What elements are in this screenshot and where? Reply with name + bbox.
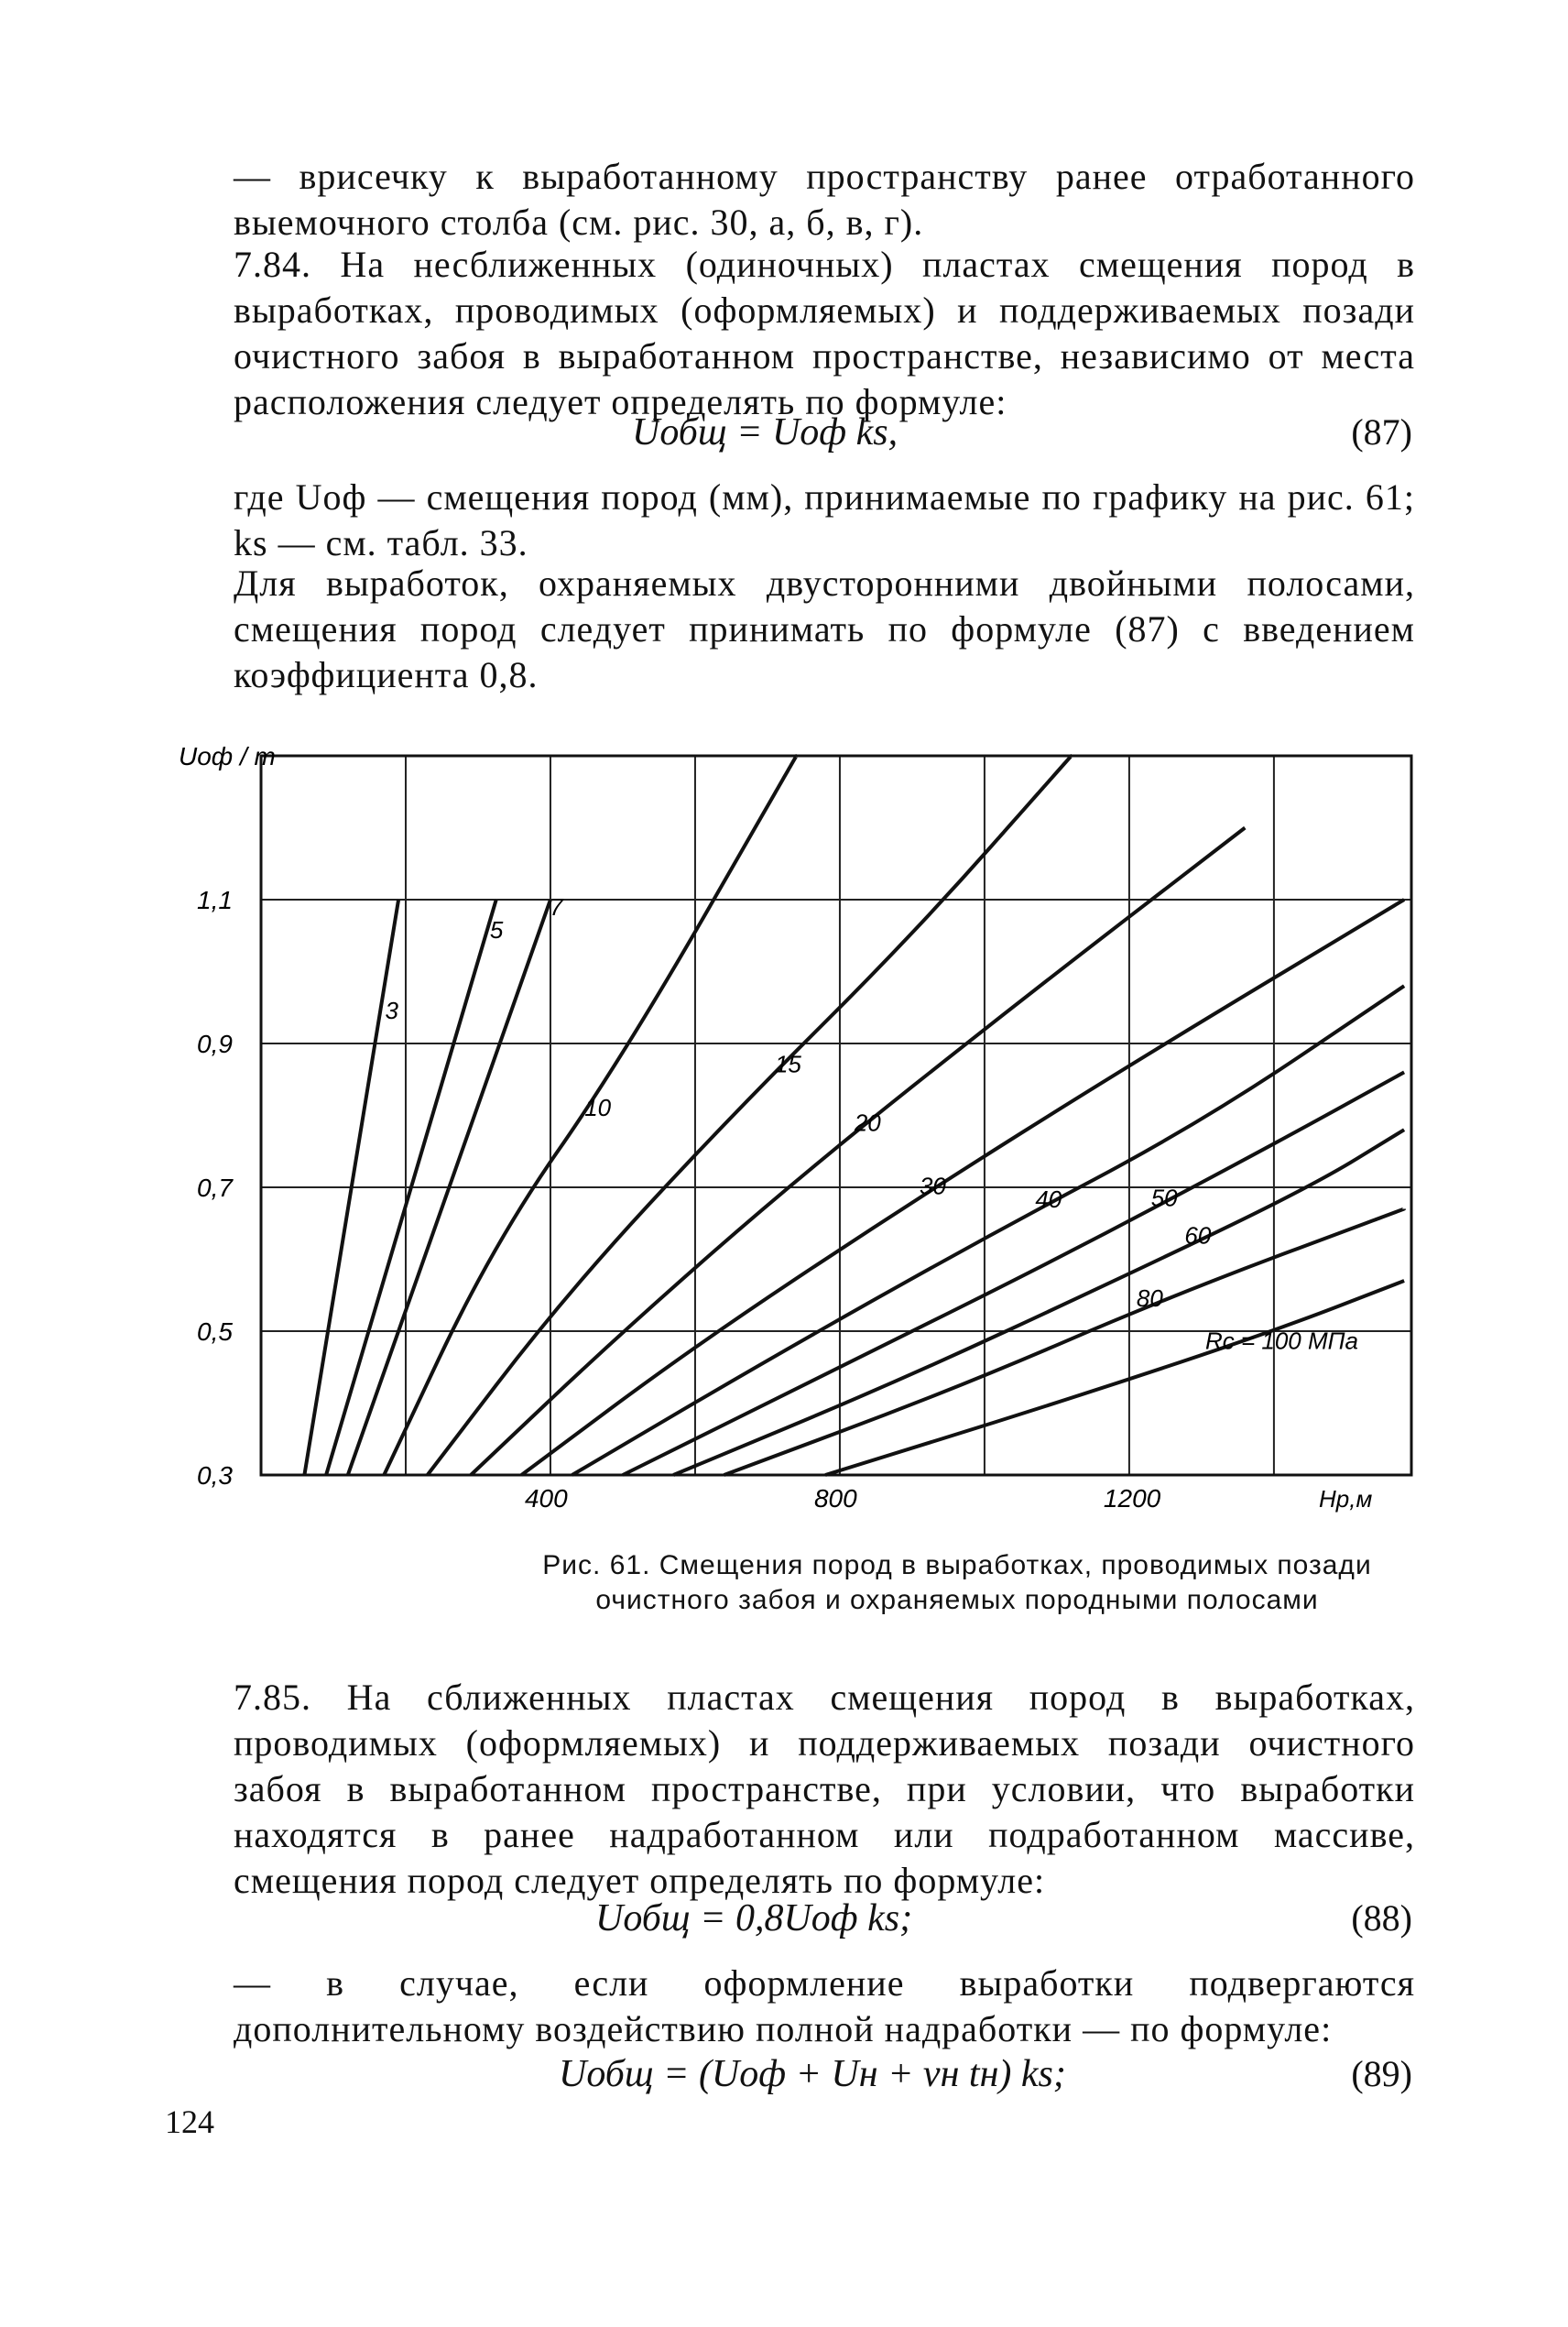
figure-caption: Рис. 61. Смещения пород в выработках, проводимых позади очистного забоя и охраняемых породными полосами [542, 1550, 1372, 1615]
y-tick-label: 1,1 [197, 886, 233, 914]
curve-label: 30 [919, 1172, 946, 1200]
formula-87: Uобщ = Uоф ks, [632, 411, 898, 453]
paragraph-2: 7.84. На несближенных (одиночных) пластах смещения пород в выработках, проводимых (оформляемых) и поддерживаемых позади очистного забоя в выработанном пространстве, независимо от места расположения следует определять по формуле: [234, 244, 1415, 422]
x-axis-label: Hр,м [1319, 1485, 1373, 1513]
page-number: 124 [165, 2103, 214, 2140]
curve-label: 40 [1035, 1185, 1062, 1213]
paragraph-4: Для выработок, охраняемых двусторонними двойными полосами, смещения пород следует принимать по формуле (87) с введением коэффициента 0,8. [234, 563, 1415, 695]
paragraph-5: 7.85. На сближенных пластах смещения пород в выработках, проводимых (оформляемых) и поддерживаемых позади очистного забоя в выработанном пространстве, при условии, что выработки находятся в ранее надработанном или подработанном массиве, смещения пород следует определять по формуле: [234, 1677, 1415, 1901]
y-tick-label: 0,5 [197, 1317, 233, 1346]
curve-label: 80 [1136, 1284, 1163, 1313]
formula-87-number: (87) [1351, 411, 1412, 453]
curve-rc-15 [428, 756, 1072, 1475]
formula-88: Uобщ = 0,8Uоф ks; [595, 1897, 913, 1939]
curve-label: Rc = 100 МПа [1204, 1327, 1358, 1355]
y-tick-label: 0,7 [197, 1174, 233, 1202]
curve-label: 7 [550, 893, 563, 922]
curve-label: 20 [854, 1109, 881, 1137]
x-tick-label: 1200 [1103, 1484, 1161, 1513]
curve-rc-100 [825, 1281, 1404, 1475]
y-axis-label-top: Uоф / m [179, 742, 276, 770]
curve-label: 5 [489, 916, 504, 945]
curve-label: 15 [774, 1050, 801, 1078]
curve-label: 10 [584, 1094, 612, 1122]
x-tick-label: 400 [524, 1484, 568, 1513]
curve-label: 60 [1184, 1221, 1212, 1250]
curve-label: 3 [385, 997, 398, 1025]
chart-curve-labels [385, 893, 1357, 1354]
chart-y-axis-labels [197, 886, 234, 1490]
y-tick-label: 0,3 [197, 1461, 233, 1490]
paragraph-3: где Uоф — смещения пород (мм), принимаемые по графику на рис. 61; ks — см. табл. 33. [234, 476, 1415, 563]
curve-label: 50 [1150, 1184, 1178, 1212]
paragraph-1: — врисечку к выработанному пространству ранее отработанного выемочного столба (см. рис. 30, а, б, в, г). [234, 156, 1415, 243]
y-tick-label: 0,9 [197, 1030, 233, 1058]
displacement-chart [0, 733, 1568, 1649]
x-tick-label: 800 [813, 1484, 857, 1513]
chart-x-axis-labels [525, 1484, 1161, 1513]
curve-rc-60 [673, 1130, 1404, 1475]
formula-89: Uобщ = (Uоф + Uн + vн tн) ks; [559, 2053, 1066, 2095]
formula-88-number: (88) [1351, 1897, 1412, 1939]
paragraph-6: — в случае, если оформление выработки подвергаются дополнительному воздействию полной надработки — по формуле: [234, 1962, 1415, 2049]
curve-rc-40 [572, 986, 1404, 1475]
formula-89-number: (89) [1351, 2053, 1412, 2094]
